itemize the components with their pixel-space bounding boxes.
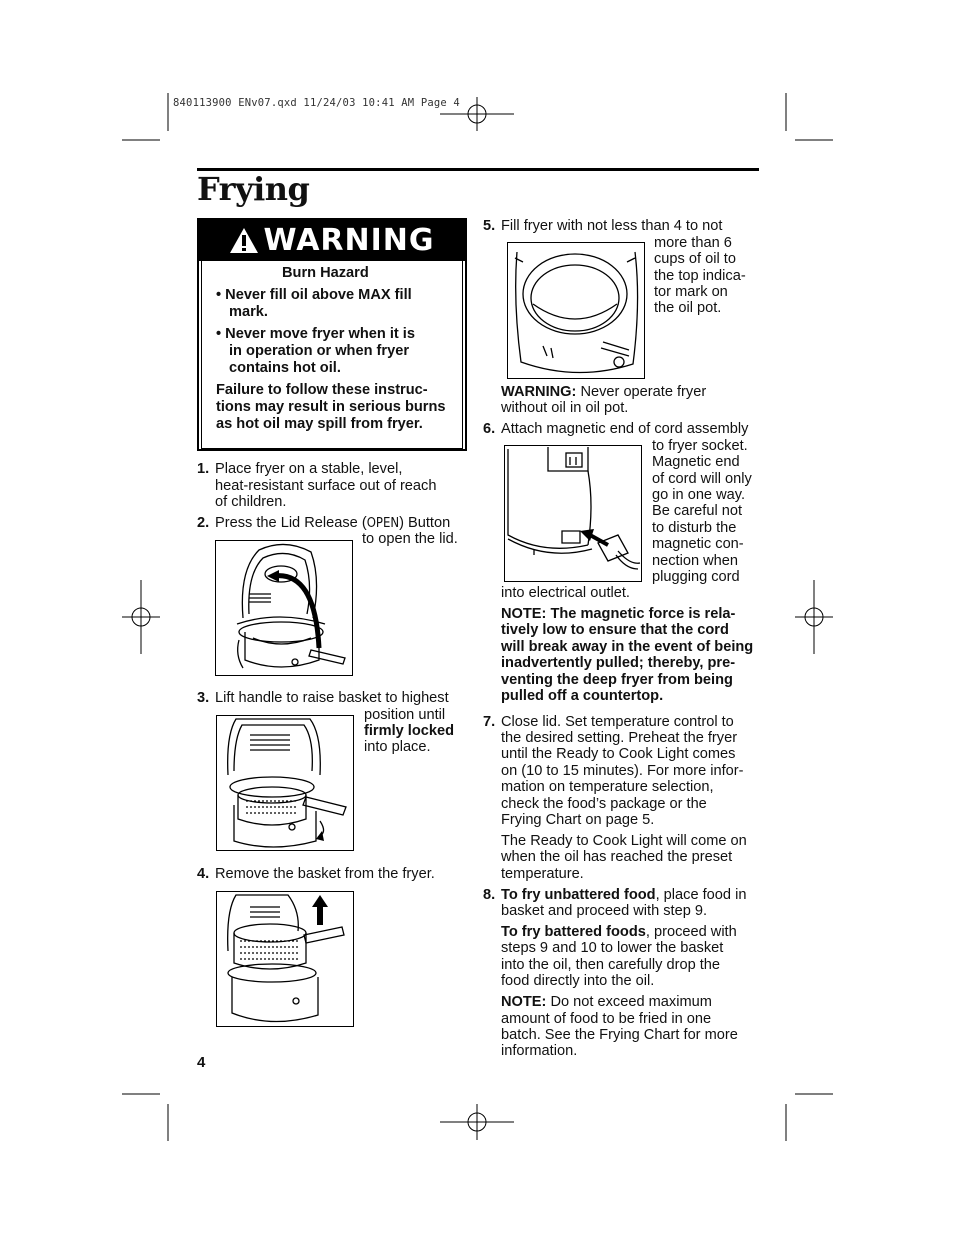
warning-footer-2: tions may result in serious burns	[216, 399, 446, 415]
warning-footer-1: Failure to follow these instruc-	[216, 382, 428, 398]
step-6-line-4: of cord will only	[652, 471, 752, 487]
step-6-line-10: plugging cord	[652, 569, 740, 585]
step-3-line-4: into place.	[364, 739, 431, 755]
step-7-line-3: until the Ready to Cook Light comes	[501, 746, 736, 762]
step-7-p2-line-1: The Ready to Cook Light will come on	[501, 833, 747, 849]
illustration-raise-basket	[216, 715, 354, 851]
illustration-remove-basket	[216, 891, 354, 1027]
page-title: Frying	[197, 170, 310, 208]
warning-bullet-2b: in operation or when fryer	[229, 343, 410, 359]
step-5-line-5: tor mark on	[654, 284, 728, 300]
step-5-line-4: the top indica-	[654, 268, 746, 284]
illustration-open-lid	[215, 540, 353, 676]
step-6-line-3: Magnetic end	[652, 454, 740, 470]
step-1-line-1: Place fryer on a stable, level,	[215, 461, 403, 477]
step-2-text-b: ) Button	[399, 515, 451, 531]
step-6-line-7: to disturb the	[652, 520, 737, 536]
step-7-number: 7.	[483, 714, 496, 730]
note-line-6: pulled off a countertop.	[501, 688, 664, 704]
step-6-line-5: go in one way.	[652, 487, 746, 503]
step-8-text-1: , place food in	[655, 887, 747, 903]
step-1-line-2: heat-resistant surface out of reach	[215, 478, 437, 494]
step-6-line-11: into electrical outlet.	[501, 585, 630, 601]
step-8-line-5: into the oil, then carefully drop the	[501, 957, 721, 973]
step-8-line-4: steps 9 and 10 to lower the basket	[501, 940, 724, 956]
warning-bullet-1b: mark.	[229, 304, 268, 320]
step-7-line-6: check the food’s package or the	[501, 796, 707, 812]
step-7-line-4: on (10 to 15 minutes). For more infor-	[501, 763, 744, 779]
warning-header	[199, 220, 465, 261]
step-6-line-1: Attach magnetic end of cord assembly	[501, 421, 749, 437]
warning-triangle-icon	[229, 227, 259, 254]
note-line-5: venting the deep fryer from being	[501, 672, 733, 688]
warning-footer-3: as hot oil may spill from fryer.	[216, 416, 423, 432]
step-8-bold-3: NOTE:	[501, 994, 547, 1010]
step-3-line-1: Lift handle to raise basket to highest	[215, 690, 449, 706]
step-8-line-3	[501, 924, 737, 941]
step-8-line-8: amount of food to be fried in one	[501, 1011, 712, 1027]
step-3-line-2: position until	[364, 707, 446, 723]
step-3-line-3: firmly locked	[364, 723, 455, 739]
step-3-number: 3.	[197, 690, 210, 706]
warning-bullet-2c: contains hot oil.	[229, 360, 341, 376]
step-6-line-8: magnetic con-	[652, 536, 744, 552]
step-5-line-3: cups of oil to	[654, 251, 736, 267]
note-line-3: will break away in the event of being	[501, 639, 754, 655]
warning-bullet-2a: • Never move fryer when it is	[216, 326, 415, 342]
step-5-warning-line-2: without oil in oil pot.	[501, 400, 629, 416]
step-6-line-6: Be careful not	[652, 503, 743, 519]
note-line-2: tively low to ensure that the cord	[501, 622, 729, 638]
step-8-line-1	[501, 887, 746, 904]
open-button-label: OPEN	[366, 516, 400, 531]
illustration-oil-pot	[507, 242, 645, 379]
step-4-line-1: Remove the basket from the fryer.	[215, 866, 435, 882]
step-2-line-1	[215, 515, 450, 533]
step-8-line-7	[501, 994, 712, 1011]
step-7-line-7: Frying Chart on page 5.	[501, 812, 655, 828]
step-8-bold-2: To fry battered foods	[501, 924, 646, 940]
step-5-warning	[501, 384, 706, 401]
step-2-text-a: Press the Lid Release (	[215, 515, 367, 531]
note-line-1: NOTE: The magnetic force is rela-	[501, 606, 736, 622]
step-7-p2-line-2: when the oil has reached the preset	[501, 849, 733, 865]
warning-label: WARNING	[263, 223, 435, 258]
hazard-title: Burn Hazard	[282, 265, 369, 281]
step-7-line-5: mation on temperature selection,	[501, 779, 714, 795]
step-4-number: 4.	[197, 866, 210, 882]
step-8-text-3: , proceed with	[645, 924, 737, 940]
step-6-line-2: to fryer socket.	[652, 438, 748, 454]
step-7-line-1: Close lid. Set temperature control to	[501, 714, 734, 730]
step-2-line-2: to open the lid.	[362, 531, 458, 547]
step-5-line-1: Fill fryer with not less than 4 to not	[501, 218, 723, 234]
warning-bullet-1a: • Never fill oil above MAX fill	[216, 287, 412, 303]
step-8-number: 8.	[483, 887, 496, 903]
step-8-line-9: batch. See the Frying Chart for more	[501, 1027, 738, 1043]
step-7-p2-line-3: temperature.	[501, 866, 584, 882]
step-5-line-6: the oil pot.	[654, 300, 722, 316]
step-1-number: 1.	[197, 461, 210, 477]
step-2-number: 2.	[197, 515, 210, 531]
step-7-line-2: the desired setting. Preheat the fryer	[501, 730, 738, 746]
step-8-bold-1: To fry unbattered food	[501, 887, 656, 903]
step-8-line-6: food directly into the oil.	[501, 973, 655, 989]
page-number: 4	[197, 1054, 206, 1071]
file-slug: 840113900 ENv07.qxd 11/24/03 10:41 AM Page 4	[173, 97, 460, 109]
step-8-text-7: Do not exceed maximum	[546, 994, 712, 1010]
step-5-warning-text: Never operate fryer	[576, 384, 707, 400]
step-8-line-2: basket and proceed with step 9.	[501, 903, 708, 919]
step-5-warning-label: WARNING:	[501, 384, 577, 400]
note-line-4: inadvertently pulled; thereby, pre-	[501, 655, 736, 671]
illustration-magnetic-cord	[504, 445, 642, 582]
step-5-number: 5.	[483, 218, 496, 234]
step-8-line-10: information.	[501, 1043, 578, 1059]
step-1-line-3: of children.	[215, 494, 287, 510]
step-5-line-2: more than 6	[654, 235, 732, 251]
step-6-number: 6.	[483, 421, 496, 437]
step-6-line-9: nection when	[652, 553, 739, 569]
